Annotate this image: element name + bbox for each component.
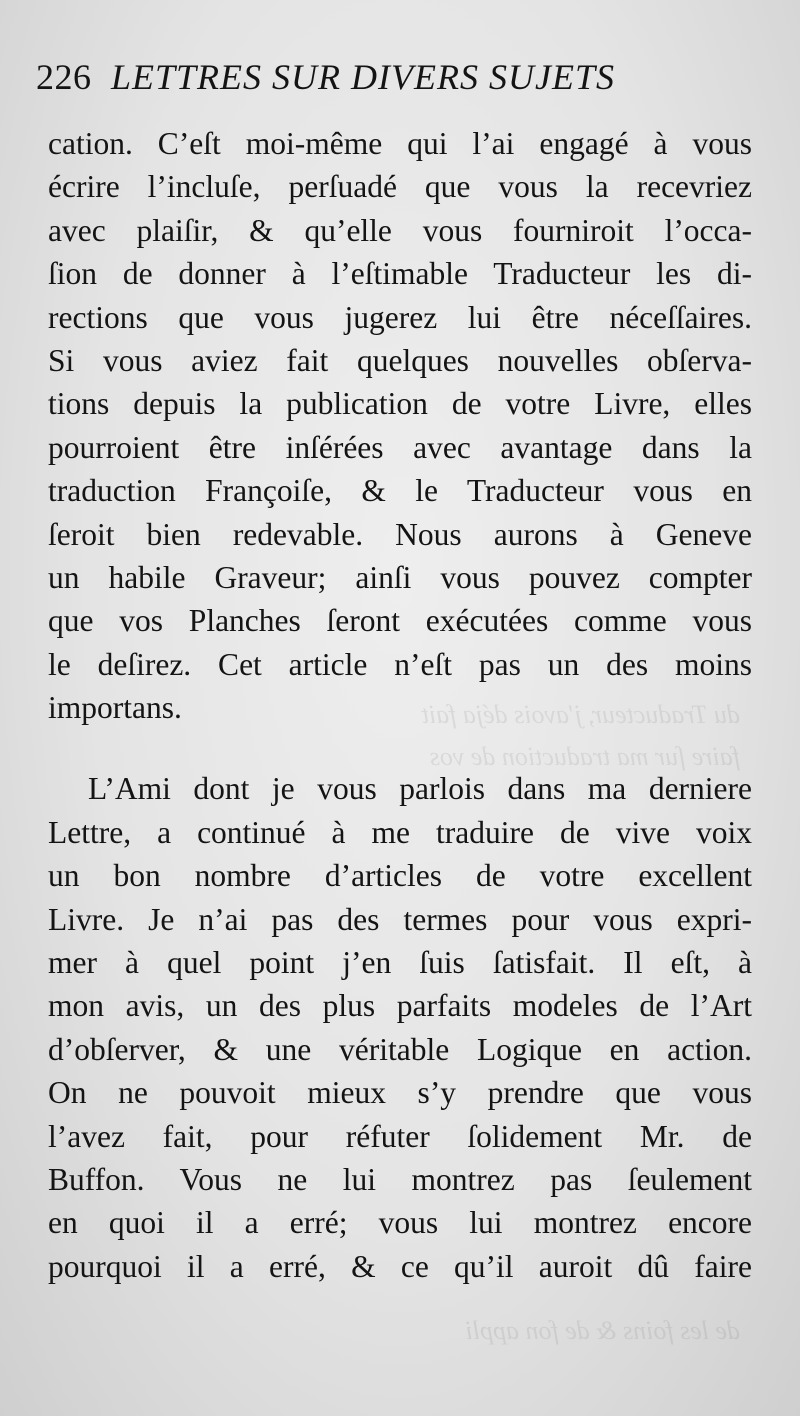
- text-line: pourquoi il a erré, & ce qu’il auroit dû faire: [48, 1248, 752, 1284]
- text-line: en quoi il a erré; vous lui montrez encore: [48, 1205, 752, 1241]
- paragraph: [48, 767, 752, 1288]
- text-line: L’Ami dont je vous parlois dans ma derniere: [88, 771, 752, 807]
- text-line: importans.: [48, 690, 182, 726]
- text-line: On ne pouvoit mieux s’y prendre que vous: [48, 1075, 752, 1111]
- text-line: pourroient être inſérées avec avantage dans la: [48, 429, 752, 465]
- text-line: tions depuis la publication de votre Livre, elles: [48, 386, 752, 422]
- paragraph: [48, 122, 752, 729]
- text-line: traduction Françoiſe, & le Traducteur vous en: [48, 473, 752, 509]
- page-number: 226: [36, 57, 92, 97]
- show-through-text: de les foins & de fon appli: [465, 1316, 740, 1345]
- show-through-text: faire ſur ma traduction de vos: [429, 742, 740, 771]
- text-line: Livre. Je n’ai pas des termes pour vous expri-: [48, 901, 752, 937]
- text-line: l’avez fait, pour réfuter ſolidement Mr. de: [48, 1118, 752, 1154]
- paragraph-spacer: [48, 729, 752, 767]
- text-line: ſion de donner à l’eſtimable Traducteur les di-: [48, 256, 752, 292]
- text-line: Lettre, a continué à me traduire de vive voix: [48, 814, 752, 850]
- text-line: ſeroit bien redevable. Nous aurons à Geneve: [48, 516, 752, 552]
- show-through-text: du Traducteur, j'avois déja fait: [421, 700, 740, 729]
- page-header: [36, 52, 676, 102]
- text-line: mer à quel point j’en ſuis ſatisfait. Il eſt, à: [48, 945, 752, 981]
- text-line: Si vous aviez fait quelques nouvelles obſerva-: [48, 342, 752, 378]
- text-line: rections que vous jugerez lui être néceſſaires.: [48, 299, 752, 335]
- text-line: écrire l’incluſe, perſuadé que vous la recevriez: [48, 169, 752, 205]
- text-line: que vos Planches ſeront exécutées comme vous: [48, 603, 752, 639]
- text-line: cation. C’eſt moi-même qui l’ai engagé à vous: [48, 126, 752, 161]
- text-line: un habile Graveur; ainſi vous pouvez compter: [48, 559, 752, 595]
- running-head: LETTRES SUR DIVERS SUJETS: [111, 57, 615, 97]
- text-line: Buffon. Vous ne lui montrez pas ſeulement: [48, 1161, 752, 1197]
- body-text: [48, 122, 752, 1288]
- text-line: d’obſerver, & une véritable Logique en action.: [48, 1031, 752, 1067]
- text-line: le deſirez. Cet article n’eſt pas un des moins: [48, 646, 752, 682]
- text-line: mon avis, un des plus parfaits modeles de l’Art: [48, 988, 752, 1024]
- text-line: un bon nombre d’articles de votre excellent: [48, 858, 752, 894]
- text-line: avec plaiſir, & qu’elle vous fourniroit l’occa-: [48, 212, 752, 248]
